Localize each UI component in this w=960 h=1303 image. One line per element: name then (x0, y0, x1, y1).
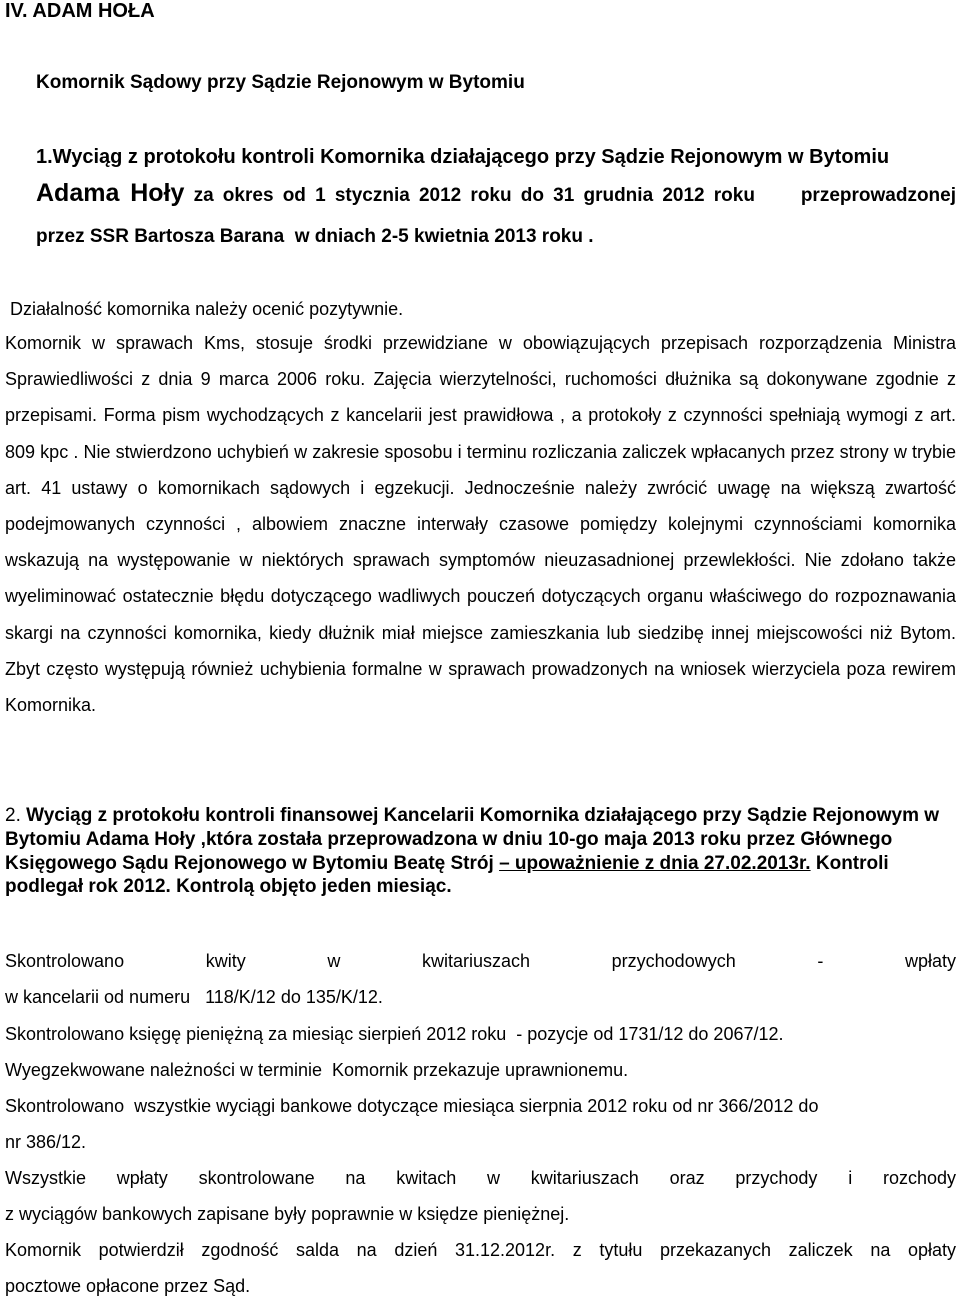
payments-line2: z wyciągów bankowych zapisane były poprawnie w księdze pieniężnej. (5, 1204, 570, 1224)
bank-statements-line2: nr 386/12. (5, 1132, 87, 1152)
item2-text-after: Kontroli podlegał rok 2012. Kontrolą objęto jeden miesiąc. (5, 852, 889, 898)
payments-line1: Wszystkie wpłaty skontrolowane na kwitach w kwitariuszach oraz przychody i rozchody (5, 1168, 956, 1188)
cash-book-line: Skontrolowano księgę pieniężną za miesiąc sierpień 2012 roku - pozycje od 1731/12 do 2067/12. (5, 1024, 784, 1044)
item2-number: 2. (5, 805, 27, 826)
item1-line1: 1.Wyciąg z protokołu kontroli Komornika działającego przy Sądzie Rejonowym w Bytomiu (36, 146, 890, 168)
item1-line3: przez SSR Bartosza Barana w dniach 2-5 kwietnia 2013 roku . (36, 226, 594, 247)
item2-text: Wyciąg z protokołu kontroli finansowej Kancelarii Komornika działającego przy Sądzie Rejonowym w Bytomiu Adama Hoły ,która została przeprowadzona w dniu 10-go maja 2013 roku przez Głównego Księgowego Sądu Rejonowego w Bytomiu Beatę Strój (5, 805, 940, 874)
bank-statements-line1: Skontrolowano wszystkie wyciągi bankowe dotyczące miesiąca sierpnia 2012 roku od nr 366/2012 do (5, 1096, 819, 1116)
item1-line2 (36, 179, 956, 208)
item1-person-name: Adama Hoły (36, 179, 185, 207)
balance-line2: pocztowe opłacone przez Sąd. (5, 1276, 251, 1296)
receipts-line1: Skontrolowano kwity w kwitariuszach przychodowych - wpłaty (5, 951, 956, 971)
transferred-line: Wyegzekwowane należności w terminie Komornik przekazuje uprawnionemu. (5, 1060, 629, 1080)
balance-line1: Komornik potwierdził zgodność salda na dzień 31.12.2012r. z tytułu przekazanych zaliczek na opłaty (5, 1240, 956, 1260)
section-heading: IV. ADAM HOŁA (5, 0, 155, 22)
item1-line2-rest: za okres od 1 stycznia 2012 roku do 31 grudnia 2012 roku przeprowadzonej (184, 185, 957, 206)
assessment-statement: Działalność komornika należy ocenić pozytywnie. (5, 299, 404, 319)
item2-heading (5, 804, 956, 899)
item2-authorization: – upoważnienie z dnia 27.02.2013r. (499, 852, 811, 874)
bailiff-subheading: Komornik Sądowy przy Sądzie Rejonowym w Bytomiu (36, 72, 525, 93)
findings-paragraph: Komornik w sprawach Kms, stosuje środki przewidziane w obowiązujących przepisach rozporządzenia Ministra Sprawiedliwości z dnia 9 marca 2006 roku. Zajęcia wierzytelności, ruchomości dłużnika są dokonywane zgodnie z przepisami. Forma pism wychodzących z kancelarii jest prawidłowa , a protokoły z czynności spełniają wymogi z art. 809 kpc . Nie stwierdzono uchybień w zakresie sposobu i terminu rozliczania zaliczek wpłacanych przez strony w trybie art. 41 ustawy o komornikach sądowych i egzekucji. Jednocześnie należy zwrócić uwagę na większą zwartość podejmowanych czynności , albowiem znaczne interwały czasowe pomiędzy kolejnymi czynnościami komornika wskazują na występowanie w niektórych sprawach symptomów nieuzasadnionej przewlekłości. Nie zdołano także wyeliminować ostatecznie błędu dotyczącego wadliwych pouczeń dotyczących organu właściwego do rozpoznawania skargi na czynności komornika, kiedy dłużnik miał miejsce zamieszkania lub siedzibę innej miejscowości niż Bytom. Zbyt często występują również uchybienia formalne w sprawach prowadzonych na wniosek wierzyciela poza rewirem Komornika. (5, 333, 956, 716)
receipts-line2: w kancelarii od numeru 118/K/12 do 135/K/12. (5, 987, 383, 1007)
